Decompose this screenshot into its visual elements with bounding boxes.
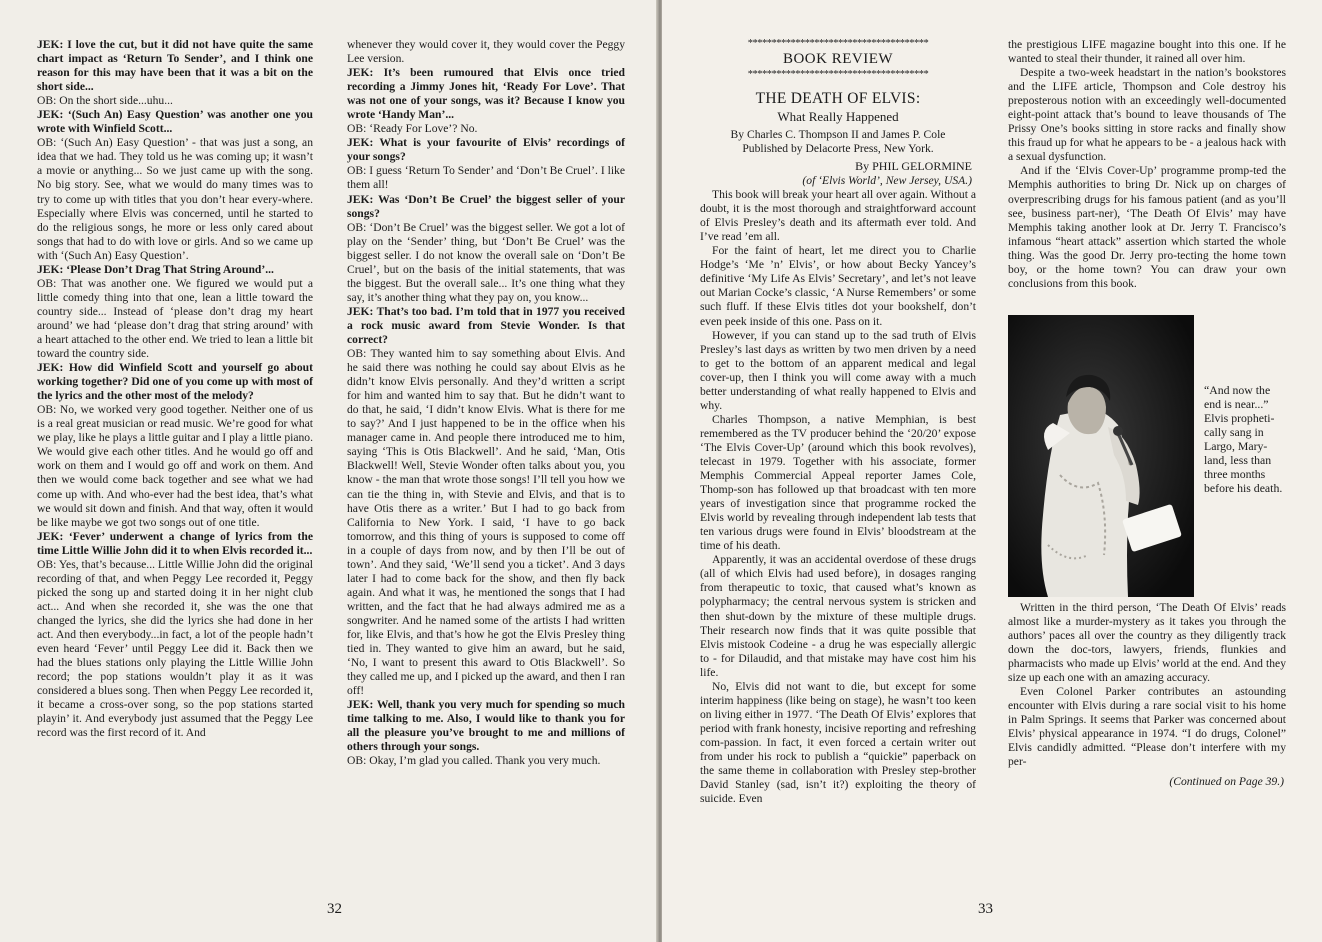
interview-question: JEK: It’s been rumoured that Elvis once tried recording a Jimmy Jones hit, ‘Ready For Love’. That was not one of your songs, was it? Because I know you wrote ‘Handy Man’...: [347, 66, 625, 122]
book-subtitle: What Really Happened: [777, 109, 899, 124]
interview-column-2: [347, 38, 625, 768]
page-number-left: 32: [327, 901, 342, 917]
review-paragraph: This book will break your heart all over again. Without a doubt, it is the most thorough and straightforward account of Elvis Presley’s death and its aftermath ever told. And I’ve read ’em all.: [700, 188, 976, 244]
interview-answer: OB: ‘(Such An) Easy Question’ - that was just a song, an idea that we had. They told us he was coming up; it wasn’t a movie or anything... So we just came up with the song. No big story. See, what we would do many times was to try to come up with titles that you don’t hear every-where. Especially where Elvis was concerned, until he started to do the religious songs, he more or less only cared about songs that had to do with love or girls. And so we came up with ‘(Such An) Easy Question’.: [37, 136, 313, 262]
interview-answer: OB: On the short side...uhu...: [37, 94, 173, 108]
review-paragraph: Even Colonel Parker contributes an astounding encounter with Elvis during a rare social visit to his home in Palm Springs. It seems that Parker was concerned about Elvis’ physical appearance in 1974. “I do drugs, Colonel” Elvis candidly admitted. “Please don’t interfere with my per-: [1008, 685, 1286, 769]
interview-question: JEK: How did Winfield Scott and yourself go about working together? Did one of you come up with most of the lyrics and the other most of the melody?: [37, 361, 313, 403]
review-paragraph: Apparently, it was an accidental overdose of these drugs (all of which Elvis had used before), in dosages ranging from therapeutic to toxic, that caused what’s known as polypharmacy; the central nervous system is stricken and then shut-down by the mixture of these multiple drugs. Their research now finds that it was quite possible that Elvis mistook Codeine - a drug he was especially allergic to - for Dilaudid, and that mistake may have cost him his life.: [700, 553, 976, 679]
review-body-2: [1008, 38, 1286, 291]
review-paragraph: Written in the third person, ‘The Death Of Elvis’ reads almost like a murder-mystery as it takes you through the authors’ paces all over the country as they diligently track down the doc-tors, lawyers, friends, flunkies and pharmacists who made up Elvis’ world at the end. And they size up each one with an amazing accuracy.: [1008, 600, 1286, 685]
interview-question: JEK: ‘(Such An) Easy Question’ was another one you wrote with Winfield Scott...: [37, 108, 313, 136]
review-column-1: [700, 38, 976, 806]
photo-caption: “And now the end is near...” Elvis propheti-cally sang in Largo, Mary-land, less than three months before his death.: [1204, 382, 1283, 495]
review-paragraph: And if the ‘Elvis Cover-Up’ programme promp-ted the Memphis authorities to bring Dr. Nick up on charges of overprescribing drugs for his famous patient (and as you’ll see, business part-ner), ‘The Death Of Elvis’ may have Memphis taking another look at Dr. Jerry T. Francisco’s infamous “heart attack” assertion which started the whole thing. Was the good Dr. Jerry pro-tecting the home town boy, or the home town? You can draw your own conclusions from this book.: [1008, 164, 1286, 290]
book-publisher: Published by Delacorte Press, New York.: [742, 142, 934, 156]
interview-question: JEK: ‘Please Don’t Drag That String Around’...: [37, 262, 274, 276]
review-paragraph: Charles Thompson, a native Memphian, is best remembered as the TV producer behind the ‘20/20’ expose ‘The Elvis Cover-Up’ (around which this book revolves), telecast in 1979. Together with his associate, former Memphis Commercial Appeal reporter James Cole, Thomp-son has followed up that broadcast with ten more years of investigation since that programme rocked the Elvis world by revealing through independent lab tests that ten various drugs were found in Elvis’ bloodstream at the time of his death.: [700, 412, 976, 553]
elvis-photo: [1008, 315, 1194, 597]
review-paragraph: No, Elvis did not want to die, but except for some interim happiness (like being on stage), he wasn’t too keen on living either in 1977. ‘The Death Of Elvis’ explores that period with frank honesty, incisive reporting and refreshing com-passion. In fact, it even forced a certain writer out from under his rock to publish a “quickie” paperback on the same theme in collaboration with Presley step-brother David Stanley (sad, isn’t it?) exploiting the theory of suicide. Even: [700, 679, 976, 806]
review-paragraph: Despite a two-week headstart in the nation’s bookstores and the LIFE article, Thompson and Cole destroy his preposterous notion with an exceedingly well-documented eight-point attack that’s bound to leave thousands of The Prissy One’s books sitting in store racks and finally show this fraud up for what he appears to be - a jealous hack with a sexual dysfunction.: [1008, 66, 1286, 164]
elvis-on-stage-image: [1008, 315, 1194, 597]
interview-answer: whenever they would cover it, they would cover the Peggy Lee version.: [347, 38, 625, 66]
interview-question: JEK: Was ‘Don’t Be Cruel’ the biggest seller of your songs?: [347, 192, 625, 220]
book-authors: By Charles C. Thompson II and James P. Cole: [730, 128, 946, 141]
star-rule-bottom: **************************************: [747, 69, 929, 80]
interview-question: JEK: ‘Fever’ underwent a change of lyrics from the time Little Willie John did it to when Elvis recorded it...: [37, 529, 313, 557]
interview-answer: OB: That was another one. We figured we would put a little comedy thing into that one, lean a little toward the country side... Instead of ‘please don’t drag my heart around’ we had ‘please don’t drag that string around’ with a heart attached to the other end. We tried to lean a little bit toward the country side.: [37, 276, 313, 361]
interview-question: JEK: I love the cut, but it did not have quite the same chart impact as ‘Return To Sender’, and I think one reason for this may have been that it was a bit on the short side...: [37, 38, 313, 94]
interview-answer: OB: They wanted him to say something about Elvis. And he said there was nothing he could say about Elvis as he didn’t know Elvis personally. And they’d written a script for him and wanted him to say that. But he didn’t want to do that, he said, ‘I didn’t know Elvis. What is there for me to say?’ And I just happened to be in the office when his manager came in. And people there introduced me to him, saying ‘This is Otis Blackwell’. And he said, ‘Man, Otis Blackwell! Well, Stevie Wonder often talks about you, you know - the man that wrote those songs! I’ll tell you how we can tie the thing in, with Stevie and Elvis, and that is to have Otis there as a writer.’ But I had to go back from California to New York. I said, ‘I have to go back tomorrow, and this thing of yours is supposed to come off in a couple of days from now, and by then I’ll be out of town’. And they said, ‘We’ll send you a ticket’. And 3 days later I had to come back for the show, and then fly back again. And what it was, he mentioned the songs that I had written, and the fact that he had always admired me as a songwriter. And he named some of the artists I had written for, like Elvis, and that’s how he got the Elvis Presley thing tied in. They wanted to give him an award, but he said, ‘No, I want to present this award to Otis Blackwell’. So they called me up, and I picked up the award, and then I ran off!: [347, 347, 625, 698]
review-author-affiliation: (of ‘Elvis World’, New Jersey, USA.): [802, 174, 972, 188]
continued-note: (Continued on Page 39.): [1169, 775, 1284, 789]
interview-answer: OB: I guess ‘Return To Sender’ and ‘Don’t Be Cruel’. I like them all!: [347, 164, 625, 192]
left-page: [0, 0, 660, 942]
star-rule-top: **************************************: [747, 38, 929, 49]
book-title: THE DEATH OF ELVIS:: [755, 90, 921, 107]
interview-answer: OB: Yes, that’s because... Little Willie John did the original recording of that, and when Peggy Lee recorded it, Peggy picked the song up and started doing it in her night club act... And when she recorded it, she was the one that changed the lyrics, she did the lyrics she had done in her act. And then everybody...in fact, a lot of the people hadn’t even heard ‘Fever’ until Peggy Lee did it. Back then we had the blues stations only playing the Little Willie John record; the pop stations wouldn’t play it as it was considered a blues song. Then when Peggy Lee recorded it, it became a cross-over song, so the pop stations started playin’ it. And everybody just assumed that the Peggy Lee record was the first record of it. And: [37, 557, 313, 740]
right-page: [662, 0, 1322, 942]
interview-answer: OB: ‘Ready For Love’? No.: [347, 122, 478, 136]
review-body-3: [1008, 601, 1286, 770]
interview-answer: OB: Okay, I’m glad you called. Thank you very much.: [347, 754, 601, 768]
interview-question: JEK: What is your favourite of Elvis’ recordings of your songs?: [347, 136, 625, 164]
review-paragraph: the prestigious LIFE magazine bought into this one. If he wanted to steal their thunder, it rained all over him.: [1008, 38, 1286, 66]
review-author: By PHIL GELORMINE: [855, 159, 972, 174]
interview-answer: OB: ‘Don’t Be Cruel’ was the biggest seller. We got a lot of play on the ‘Sender’ thing, but ‘Don’t Be Cruel’ was the biggest seller. I do not know the overall sale on ‘Don’t Be Cruel’, but on the basis of the initial statements, that was the biggest. But the overall sale... It’s one thing what they say, it’s another thing what they pay on, you know...: [347, 220, 625, 304]
photo-block: [1008, 315, 1286, 601]
interview-answer: OB: No, we worked very good together. Neither one of us is a real great musician or read music. We’re good for what we play, like he plays a little guitar and I play a little piano. We would give each other titles. And he would go off and work on them and I would go off and work on them. And then we would come back together and see what we had come up with. And who-ever had the best idea, that’s what we would sit down and finish. And that way, often it would be like maybe we got two songs out of one title.: [37, 403, 313, 529]
section-header: BOOK REVIEW: [782, 51, 894, 67]
review-paragraph: However, if you can stand up to the sad truth of Elvis Presley’s last days as written by two men driven by a need to get to the bottom of an apparent medical and legal cover-up, then I think you will come away with a much better understanding of what really happened to Elvis and why.: [700, 328, 976, 412]
review-column-2: [1008, 38, 1286, 789]
interview-column-1: [37, 38, 313, 740]
page-number-right: 33: [978, 901, 993, 917]
review-paragraph: For the faint of heart, let me direct you to Charlie Hodge’s ‘Me ’n’ Elvis’, or how about Becky Yancey’s definitive ‘My Life As Elvis’ Secretary’, and let’s not leave out Marian Cocke’s classic, ‘A Nurse Remembers’ or some such fluff. If these Elvis titles dot your bookshelf, don’t even peek inside of this one. Pass on it.: [700, 244, 976, 328]
review-body-1: [700, 188, 976, 806]
interview-question: JEK: Well, thank you very much for spending so much time talking to me. Also, I would like to thank you for all the pleasure you’ve brought to me and millions of others through your songs.: [347, 698, 625, 754]
interview-question: JEK: That’s too bad. I’m told that in 1977 you received a rock music award from Stevie Wonder. Is that correct?: [347, 304, 625, 346]
